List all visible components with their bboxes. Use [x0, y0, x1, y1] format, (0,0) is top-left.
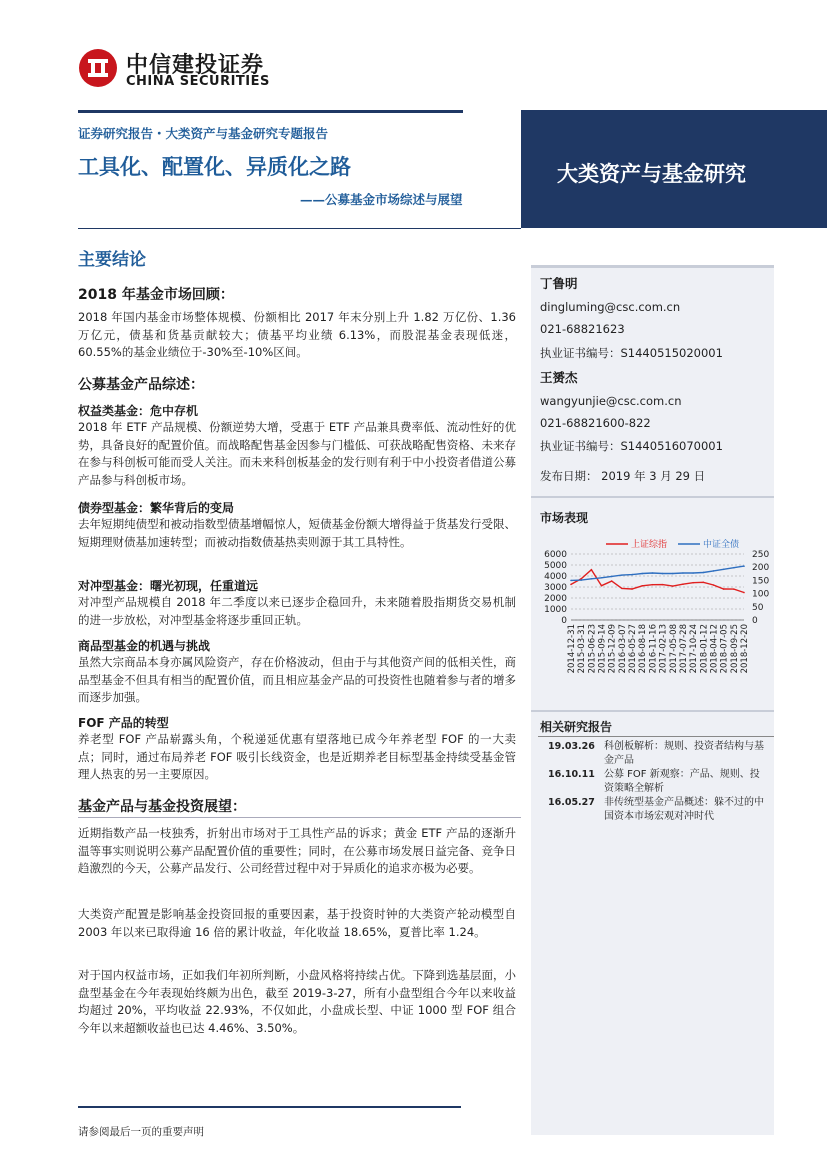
- series-1-point: [570, 584, 572, 586]
- analyst-2-phone: 021-68821600-822: [540, 416, 651, 430]
- outlook-text-3: 对于国内权益市场，正如我们年初所判断，小盘风格将持续占优。下降到选基层面，小盘型基金在今年表现始终颇为出色，截至 2019-3-27，所有小盘型组合今年以来收益均超过 20%，平均收益 22.93%，不仅如此，小盘成长型、中证 1000 型 FOF 组合今年以来超额收益也已达 4.46%、3.50%。: [78, 968, 516, 1035]
- series-1-point: [713, 584, 715, 586]
- series-2-point: [621, 574, 623, 576]
- analyst-1-name: 丁鲁明: [540, 276, 578, 291]
- analyst-1-phone: 021-68821623: [540, 322, 625, 336]
- analyst-1-cert: 执业证书编号：S1440515020001: [540, 346, 723, 360]
- section-review-text: 2018 年国内基金市场整体规模、份额相比 2017 年末分别上升 1.82 万亿份、1.36 万亿元，债基和货基贡献较大；债基平均业绩 6.13%，而股混基金表现低迷，60.55%的基金业绩位于-30%至-10%区间。: [78, 310, 516, 359]
- x-tick-label: 2014-12-31: [567, 624, 577, 674]
- report-title: 工具化、配置化、异质化之路: [78, 155, 351, 179]
- hedge-text: 对冲型产品规模自 2018 年二季度以来已逐步企稳回升，未来随着股指期货交易机制的进一步放松，对冲型基金将逐步重回正轨。: [78, 595, 516, 627]
- report-1-title[interactable]: 科创板解析：规则、投资者结构与基金产品: [604, 741, 764, 766]
- series-line-2: [571, 566, 744, 580]
- x-tick-label: 2016-11-16: [648, 624, 659, 674]
- x-tick-label: 2015-03-31: [577, 624, 588, 674]
- y-right-tick-label: 0: [752, 616, 758, 626]
- outlook-text-2: 大类资产配置是影响基金投资回报的重要因素，基于投资时钟的大类资产轮动模型自 2003 年以来已取得逾 16 倍的累计收益，年化收益 18.65%，夏普比率 1.24。: [78, 907, 516, 939]
- series-1-point: [662, 584, 664, 586]
- x-tick-label: 2016-03-07: [617, 624, 628, 674]
- logo-text-cn: 中信建投证券: [126, 53, 265, 78]
- y-left-tick-label: 3000: [544, 583, 567, 593]
- x-tick-label: 2015-06-23: [587, 624, 598, 674]
- fof-heading: FOF 产品的转型: [78, 716, 169, 730]
- y-left-tick-label: 5000: [544, 561, 567, 571]
- report-3-title[interactable]: 非传统型基金产品概述：躲不过的中国资本市场宏观对冲时代: [604, 797, 764, 822]
- category-banner: [521, 110, 827, 228]
- x-tick-label: 2018-12-20: [740, 624, 750, 674]
- related-reports-title: 相关研究报告: [540, 720, 613, 734]
- analyst-2-name: 王赟杰: [540, 370, 578, 385]
- series-2-point: [611, 576, 613, 578]
- footer-line: [78, 1106, 461, 1108]
- series-2-point: [672, 573, 674, 575]
- main-heading: 主要结论: [78, 250, 146, 270]
- y-left-tick-label: 6000: [544, 550, 567, 560]
- legend-label-1: 上证综指: [631, 540, 668, 550]
- series-2-point: [591, 578, 593, 580]
- report-3-date: 16.05.27: [548, 797, 595, 808]
- series-1-point: [733, 588, 735, 590]
- y-left-tick-label: 0: [561, 616, 567, 626]
- series-1-point: [601, 585, 603, 587]
- y-right-tick-label: 150: [752, 576, 770, 587]
- series-1-point: [591, 569, 593, 571]
- section-products-title: 公募基金产品综述：: [78, 377, 204, 393]
- sidebar-divider-1: [531, 496, 774, 498]
- outlook-divider: [78, 817, 521, 818]
- analyst-2-cert: 执业证书编号：S1440516070001: [540, 439, 723, 453]
- series-2-point: [570, 580, 572, 582]
- series-1-point: [723, 588, 725, 590]
- series-2-point: [682, 572, 684, 574]
- y-left-tick-label: 2000: [544, 594, 567, 604]
- related-reports-divider: [538, 736, 774, 737]
- series-1-point: [631, 588, 633, 590]
- y-left-tick-label: 4000: [544, 572, 567, 582]
- series-2-point: [662, 573, 664, 575]
- x-tick-label: 2017-02-13: [658, 624, 669, 674]
- report-2-title[interactable]: 公募 FOF 新观察：产品、规则、投资策略全解析: [604, 769, 760, 794]
- section-outlook-title: 基金产品与基金投资展望：: [78, 799, 246, 815]
- x-tick-label: 2017-10-24: [689, 624, 700, 674]
- y-right-tick-label: 100: [752, 589, 770, 600]
- series-2-point: [631, 574, 633, 576]
- series-2-point: [580, 579, 582, 581]
- series-2-point: [733, 567, 735, 569]
- analyst-2-email[interactable]: wangyunjie@csc.com.cn: [540, 394, 682, 408]
- y-right-tick-label: 200: [752, 563, 770, 574]
- fof-text: 养老型 FOF 产品崭露头角，个税递延优惠有望落地已成今年养老型 FOF 的一大卖点；同时，通过布局养老 FOF 吸引长线资金，也是近期养老目标型基金持续受基金管理人热衷的另一主要原因。: [78, 732, 516, 781]
- publish-date: 发布日期： 2019 年 3 月 29 日: [540, 469, 706, 483]
- series-1-point: [692, 582, 694, 584]
- series-2-point: [601, 577, 603, 579]
- commodity-text: 虽然大宗商品本身亦属风险资产，存在价格波动，但由于与其他资产间的低相关性，商品型基金不但具有相当的配置价值，而且相应基金产品的可投资性也随着参与者的增多而逐步加强。: [78, 655, 516, 704]
- x-tick-label: 2017-07-28: [678, 624, 689, 674]
- series-1-point: [621, 588, 623, 590]
- series-1-point: [641, 585, 643, 587]
- header-line-top: [78, 110, 463, 113]
- y-right-tick-label: 250: [752, 550, 770, 560]
- market-performance-title: 市场表现: [540, 511, 589, 525]
- series-2-point: [713, 570, 715, 572]
- series-2-point: [641, 573, 643, 575]
- series-1-point: [672, 585, 674, 587]
- y-left-tick-label: 1000: [544, 605, 567, 615]
- report-subtitle: ——公募基金市场综述与展望: [300, 192, 463, 207]
- report-1-date: 19.03.26: [548, 741, 595, 752]
- company-logo-icon: [78, 48, 118, 88]
- header-line-bottom: [78, 228, 521, 229]
- series-2-point: [723, 569, 725, 571]
- footer-disclaimer[interactable]: 请参阅最后一页的重要声明: [78, 1126, 204, 1138]
- x-tick-label: 2016-05-27: [628, 624, 639, 674]
- x-tick-label: 2018-01-12: [699, 624, 710, 674]
- x-tick-label: 2015-12-09: [607, 624, 618, 674]
- analyst-1-email[interactable]: dingluming@csc.com.cn: [540, 300, 681, 314]
- x-tick-label: 2018-07-05: [719, 624, 730, 674]
- market-performance-chart: [531, 532, 774, 712]
- equity-text: 2018 年 ETF 产品规模、份额逆势大增，受惠于 ETF 产品兼具费率低、流动性好的优势，具备良好的配置价值。而战略配售基金因参与门槛低、可获战略配售资格、未来存在参与科创板可能而受人关注。而未来科创板基金的发行则有利于中小投资者借道公募产品参与科创板市场。: [78, 420, 516, 487]
- commodity-heading: 商品型基金的机遇与挑战: [78, 639, 211, 653]
- report-series: 证券研究报告・大类资产与基金研究专题报告: [78, 126, 329, 141]
- series-2-point: [652, 572, 654, 574]
- section-review-title: 2018 年基金市场回顾：: [78, 287, 234, 303]
- legend-label-2: 中证全债: [703, 540, 740, 550]
- sidebar-top-bar: [531, 265, 774, 268]
- y-right-tick-label: 50: [752, 602, 764, 613]
- series-2-point: [702, 572, 704, 574]
- series-1-point: [682, 583, 684, 585]
- x-tick-label: 2015-09-14: [597, 624, 608, 674]
- series-1-point: [652, 584, 654, 586]
- series-1-point: [702, 581, 704, 583]
- bond-text: 去年短期纯债型和被动指数型债基增幅惊人，短债基金份额大增得益于货基发行受限、短期理财债基加速转型；而被动指数债基热卖则源于其工具特性。: [78, 517, 516, 549]
- hedge-heading: 对冲型基金：曙光初现，任重道远: [78, 579, 259, 593]
- x-tick-label: 2018-09-25: [729, 624, 740, 674]
- series-2-point: [692, 572, 694, 574]
- series-1-point: [743, 592, 745, 594]
- logo-text-en: CHINA SECURITIES: [126, 74, 270, 89]
- outlook-text-1: 近期指数产品一枝独秀，折射出市场对于工具性产品的诉求；黄金 ETF 产品的逐渐升温等事实则说明公募产品配置价值的重要性；同时，在公募市场发展日益完备、竞争日趋激烈的今天，公募产品发行、公司经营过程中对于异质化的追求亦极为必要。: [78, 826, 516, 875]
- series-1-point: [611, 580, 613, 582]
- x-tick-label: 2018-04-12: [709, 624, 720, 674]
- x-tick-label: 2016-08-18: [638, 624, 649, 674]
- bond-heading: 债券型基金：繁华背后的变局: [78, 501, 235, 515]
- report-2-date: 16.10.11: [548, 769, 595, 780]
- x-tick-label: 2017-05-08: [668, 624, 679, 674]
- sidebar-divider-2: [531, 710, 774, 712]
- banner-text: 大类资产与基金研究: [557, 162, 746, 186]
- equity-heading: 权益类基金：危中存机: [78, 404, 199, 418]
- series-2-point: [743, 565, 745, 567]
